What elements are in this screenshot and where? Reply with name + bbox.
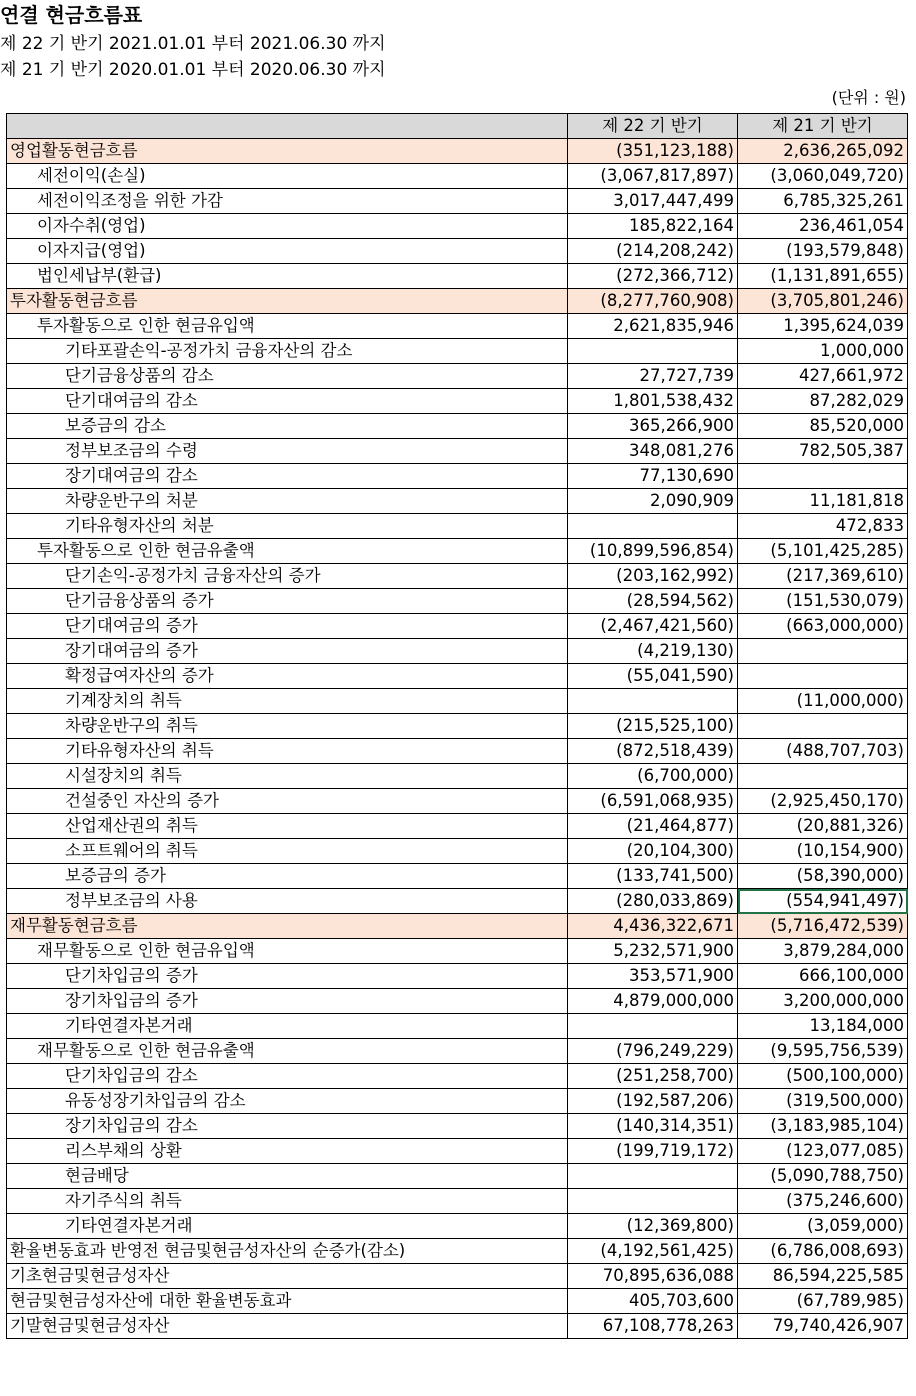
current-period-value[interactable]: 4,879,000,000 — [568, 989, 738, 1014]
current-period-value[interactable]: 77,130,690 — [568, 464, 738, 489]
row-label[interactable]: 장기차입금의 증가 — [7, 989, 568, 1014]
prior-period-value[interactable]: (488,707,703) — [738, 739, 908, 764]
row-label[interactable]: 장기대여금의 감소 — [7, 464, 568, 489]
row-label[interactable]: 소프트웨어의 취득 — [7, 839, 568, 864]
row-label[interactable]: 차량운반구의 취득 — [7, 714, 568, 739]
prior-period-value[interactable]: 782,505,387 — [738, 439, 908, 464]
row-label[interactable]: 기계장치의 취득 — [7, 689, 568, 714]
row-label[interactable]: 환율변동효과 반영전 현금및현금성자산의 순증가(감소) — [7, 1239, 568, 1264]
current-period-value[interactable]: (272,366,712) — [568, 264, 738, 289]
prior-period-value[interactable] — [738, 639, 908, 664]
table-row — [7, 1039, 908, 1064]
table-row — [7, 189, 908, 214]
table-row — [7, 739, 908, 764]
current-period-value[interactable]: (28,594,562) — [568, 589, 738, 614]
table-row — [7, 889, 908, 914]
table-header-row — [7, 114, 908, 139]
prior-period-value[interactable]: (67,789,985) — [738, 1289, 908, 1314]
row-label[interactable]: 이자지급(영업) — [7, 239, 568, 264]
current-period: 제 22 기 반기 2021.01.01 부터 2021.06.30 까지 — [0, 34, 386, 54]
table-row — [7, 589, 908, 614]
row-label[interactable]: 보증금의 감소 — [7, 414, 568, 439]
current-period-value[interactable]: (12,369,800) — [568, 1214, 738, 1239]
selected-cell[interactable]: (554,941,497) — [738, 889, 908, 914]
prior-period-value[interactable]: 86,594,225,585 — [738, 1264, 908, 1289]
current-period-value[interactable]: 348,081,276 — [568, 439, 738, 464]
table-row — [7, 789, 908, 814]
current-period-value[interactable]: 3,017,447,499 — [568, 189, 738, 214]
row-label[interactable]: 시설장치의 취득 — [7, 764, 568, 789]
prior-period-value[interactable]: 13,184,000 — [738, 1014, 908, 1039]
prior-period-value[interactable]: (5,716,472,539) — [738, 914, 908, 939]
prior-period-value[interactable]: 2,636,265,092 — [738, 139, 908, 164]
current-period-value[interactable]: 4,436,322,671 — [568, 914, 738, 939]
section-row — [7, 139, 908, 164]
current-period-value[interactable]: 365,266,900 — [568, 414, 738, 439]
prior-period-value[interactable]: 6,785,325,261 — [738, 189, 908, 214]
current-period-value[interactable]: (251,258,700) — [568, 1064, 738, 1089]
current-period-value[interactable]: (203,162,992) — [568, 564, 738, 589]
prior-period-value[interactable]: (375,246,600) — [738, 1189, 908, 1214]
table-row — [7, 239, 908, 264]
prior-period-value[interactable]: (3,705,801,246) — [738, 289, 908, 314]
table-row — [7, 539, 908, 564]
current-period-value[interactable]: 405,703,600 — [568, 1289, 738, 1314]
table-row — [7, 1314, 908, 1339]
table-row — [7, 339, 908, 364]
table-row — [7, 1289, 908, 1314]
row-label[interactable]: 기초현금및현금성자산 — [7, 1264, 568, 1289]
prior-period-value[interactable] — [738, 714, 908, 739]
current-period-value[interactable]: 27,727,739 — [568, 364, 738, 389]
prior-period-value[interactable]: 666,100,000 — [738, 964, 908, 989]
row-label[interactable]: 현금배당 — [7, 1164, 568, 1189]
table-row — [7, 864, 908, 889]
row-label[interactable]: 단기차입금의 감소 — [7, 1064, 568, 1089]
prior-period-value[interactable]: 87,282,029 — [738, 389, 908, 414]
current-period-value[interactable]: 5,232,571,900 — [568, 939, 738, 964]
row-label[interactable]: 영업활동현금흐름 — [7, 139, 568, 164]
table-row — [7, 639, 908, 664]
table-row — [7, 1239, 908, 1264]
table-row — [7, 814, 908, 839]
prior-period-value[interactable]: 236,461,054 — [738, 214, 908, 239]
current-period-value[interactable]: (55,041,590) — [568, 664, 738, 689]
row-label[interactable]: 확정급여자산의 증가 — [7, 664, 568, 689]
current-period-value[interactable]: (21,464,877) — [568, 814, 738, 839]
table-row — [7, 389, 908, 414]
current-period-value[interactable]: 2,621,835,946 — [568, 314, 738, 339]
current-period-value[interactable] — [568, 1164, 738, 1189]
table-row — [7, 1264, 908, 1289]
prior-period-value[interactable]: (500,100,000) — [738, 1064, 908, 1089]
row-label[interactable]: 리스부채의 상환 — [7, 1139, 568, 1164]
current-period-value[interactable]: (280,033,869) — [568, 889, 738, 914]
current-period-value[interactable]: (351,123,188) — [568, 139, 738, 164]
prior-period-value[interactable]: (9,595,756,539) — [738, 1039, 908, 1064]
table-row — [7, 489, 908, 514]
row-label[interactable]: 단기대여금의 감소 — [7, 389, 568, 414]
row-label[interactable]: 기타포괄손익-공정가치 금융자산의 감소 — [7, 339, 568, 364]
prior-period-value[interactable]: 1,000,000 — [738, 339, 908, 364]
prior-period-value[interactable]: (5,090,788,750) — [738, 1164, 908, 1189]
column-header-current[interactable]: 제 22 기 반기 — [568, 114, 738, 139]
current-period-value[interactable]: 353,571,900 — [568, 964, 738, 989]
section-row — [7, 914, 908, 939]
table-row — [7, 989, 908, 1014]
prior-period-value[interactable]: (20,881,326) — [738, 814, 908, 839]
row-label[interactable]: 기타유형자산의 취득 — [7, 739, 568, 764]
row-label[interactable]: 단기금융상품의 증가 — [7, 589, 568, 614]
prior-period-value[interactable]: (123,077,085) — [738, 1139, 908, 1164]
table-row — [7, 439, 908, 464]
current-period-value[interactable]: (215,525,100) — [568, 714, 738, 739]
table-row — [7, 414, 908, 439]
prior-period-value[interactable]: (3,059,000) — [738, 1214, 908, 1239]
current-period-value[interactable]: 67,108,778,263 — [568, 1314, 738, 1339]
prior-period-value[interactable]: (1,131,891,655) — [738, 264, 908, 289]
current-period-value[interactable]: (133,741,500) — [568, 864, 738, 889]
row-label[interactable]: 이자수취(영업) — [7, 214, 568, 239]
prior-period-value[interactable]: (11,000,000) — [738, 689, 908, 714]
row-label[interactable]: 재무활동현금흐름 — [7, 914, 568, 939]
prior-period-value[interactable]: (58,390,000) — [738, 864, 908, 889]
statement-title: 연결 현금흐름표 — [0, 3, 143, 27]
current-period-value[interactable]: (4,192,561,425) — [568, 1239, 738, 1264]
unit-label: (단위 : 원) — [831, 88, 906, 107]
row-label[interactable]: 단기대여금의 증가 — [7, 614, 568, 639]
prior-period: 제 21 기 반기 2020.01.01 부터 2020.06.30 까지 — [0, 60, 386, 80]
table-row — [7, 664, 908, 689]
prior-period-value[interactable]: 79,740,426,907 — [738, 1314, 908, 1339]
current-period-value[interactable] — [568, 689, 738, 714]
table-row — [7, 314, 908, 339]
prior-period-value[interactable]: 3,200,000,000 — [738, 989, 908, 1014]
row-label[interactable]: 단기금융상품의 감소 — [7, 364, 568, 389]
table-row — [7, 614, 908, 639]
prior-period-value[interactable]: (151,530,079) — [738, 589, 908, 614]
row-label[interactable]: 투자활동으로 인한 현금유출액 — [7, 539, 568, 564]
row-label[interactable]: 재무활동으로 인한 현금유출액 — [7, 1039, 568, 1064]
prior-period-value[interactable]: (2,925,450,170) — [738, 789, 908, 814]
table-row — [7, 364, 908, 389]
row-label[interactable]: 투자활동으로 인한 현금유입액 — [7, 314, 568, 339]
prior-period-value[interactable]: (193,579,848) — [738, 239, 908, 264]
table-row — [7, 1014, 908, 1039]
table-row — [7, 1064, 908, 1089]
current-period-value[interactable] — [568, 339, 738, 364]
section-row — [7, 289, 908, 314]
table-row — [7, 514, 908, 539]
current-period-value[interactable] — [568, 1189, 738, 1214]
table-row — [7, 839, 908, 864]
current-period-value[interactable]: 70,895,636,088 — [568, 1264, 738, 1289]
prior-period-value[interactable] — [738, 664, 908, 689]
prior-period-value[interactable]: (10,154,900) — [738, 839, 908, 864]
table-row — [7, 1089, 908, 1114]
current-period-value[interactable]: (3,067,817,897) — [568, 164, 738, 189]
row-label[interactable]: 자기주식의 취득 — [7, 1189, 568, 1214]
table-row — [7, 564, 908, 589]
column-header-prior[interactable]: 제 21 기 반기 — [738, 114, 908, 139]
current-period-value[interactable]: (20,104,300) — [568, 839, 738, 864]
current-period-value[interactable]: (10,899,596,854) — [568, 539, 738, 564]
table-row — [7, 1164, 908, 1189]
table-body — [7, 139, 908, 1339]
table-row — [7, 264, 908, 289]
prior-period-value[interactable]: 85,520,000 — [738, 414, 908, 439]
row-label[interactable]: 단기손익-공정가치 금융자산의 증가 — [7, 564, 568, 589]
prior-period-value[interactable] — [738, 764, 908, 789]
row-label[interactable]: 기타유형자산의 처분 — [7, 514, 568, 539]
row-label[interactable]: 기말현금및현금성자산 — [7, 1314, 568, 1339]
prior-period-value[interactable]: 427,661,972 — [738, 364, 908, 389]
table-row — [7, 1139, 908, 1164]
current-period-value[interactable]: (8,277,760,908) — [568, 289, 738, 314]
current-period-value[interactable]: 185,822,164 — [568, 214, 738, 239]
current-period-value[interactable]: 2,090,909 — [568, 489, 738, 514]
column-header-label[interactable] — [7, 114, 568, 139]
row-label[interactable]: 기타연결자본거래 — [7, 1214, 568, 1239]
prior-period-value[interactable]: (3,060,049,720) — [738, 164, 908, 189]
current-period-value[interactable] — [568, 514, 738, 539]
current-period-value[interactable] — [568, 1014, 738, 1039]
table-row — [7, 1114, 908, 1139]
prior-period-value[interactable]: (663,000,000) — [738, 614, 908, 639]
row-label[interactable]: 세전이익(손실) — [7, 164, 568, 189]
row-label[interactable]: 정부보조금의 사용 — [7, 889, 568, 914]
current-period-value[interactable]: (872,518,439) — [568, 739, 738, 764]
prior-period-value[interactable]: 1,395,624,039 — [738, 314, 908, 339]
table-row — [7, 764, 908, 789]
table-row — [7, 1214, 908, 1239]
prior-period-value[interactable]: (217,369,610) — [738, 564, 908, 589]
prior-period-value[interactable]: (6,786,008,693) — [738, 1239, 908, 1264]
current-period-value[interactable]: (192,587,206) — [568, 1089, 738, 1114]
row-label[interactable]: 보증금의 증가 — [7, 864, 568, 889]
current-period-value[interactable]: (214,208,242) — [568, 239, 738, 264]
current-period-value[interactable]: (6,591,068,935) — [568, 789, 738, 814]
cash-flow-table — [6, 113, 908, 1339]
row-label[interactable]: 장기차입금의 감소 — [7, 1114, 568, 1139]
prior-period-value[interactable] — [738, 464, 908, 489]
table-row — [7, 1189, 908, 1214]
prior-period-value[interactable]: (319,500,000) — [738, 1089, 908, 1114]
table-row — [7, 214, 908, 239]
prior-period-value[interactable]: (5,101,425,285) — [738, 539, 908, 564]
row-label[interactable]: 현금및현금성자산에 대한 환율변동효과 — [7, 1289, 568, 1314]
row-label[interactable]: 산업재산권의 취득 — [7, 814, 568, 839]
prior-period-value[interactable]: 3,879,284,000 — [738, 939, 908, 964]
row-label[interactable]: 재무활동으로 인한 현금유입액 — [7, 939, 568, 964]
row-label[interactable]: 정부보조금의 수령 — [7, 439, 568, 464]
prior-period-value[interactable]: 472,833 — [738, 514, 908, 539]
table-row — [7, 689, 908, 714]
row-label[interactable]: 건설중인 자산의 증가 — [7, 789, 568, 814]
current-period-value[interactable]: (796,249,229) — [568, 1039, 738, 1064]
current-period-value[interactable]: (199,719,172) — [568, 1139, 738, 1164]
table-row — [7, 964, 908, 989]
prior-period-value[interactable]: (3,183,985,104) — [738, 1114, 908, 1139]
current-period-value[interactable]: 1,801,538,432 — [568, 389, 738, 414]
row-label[interactable]: 법인세납부(환급) — [7, 264, 568, 289]
table-row — [7, 464, 908, 489]
current-period-value[interactable]: (4,219,130) — [568, 639, 738, 664]
row-label[interactable]: 장기대여금의 증가 — [7, 639, 568, 664]
table-row — [7, 714, 908, 739]
current-period-value[interactable]: (2,467,421,560) — [568, 614, 738, 639]
current-period-value[interactable]: (140,314,351) — [568, 1114, 738, 1139]
row-label[interactable]: 투자활동현금흐름 — [7, 289, 568, 314]
row-label[interactable]: 차량운반구의 처분 — [7, 489, 568, 514]
table-row — [7, 939, 908, 964]
row-label[interactable]: 기타연결자본거래 — [7, 1014, 568, 1039]
prior-period-value[interactable]: 11,181,818 — [738, 489, 908, 514]
row-label[interactable]: 세전이익조정을 위한 가감 — [7, 189, 568, 214]
row-label[interactable]: 단기차입금의 증가 — [7, 964, 568, 989]
current-period-value[interactable]: (6,700,000) — [568, 764, 738, 789]
row-label[interactable]: 유동성장기차입금의 감소 — [7, 1089, 568, 1114]
table-row — [7, 164, 908, 189]
